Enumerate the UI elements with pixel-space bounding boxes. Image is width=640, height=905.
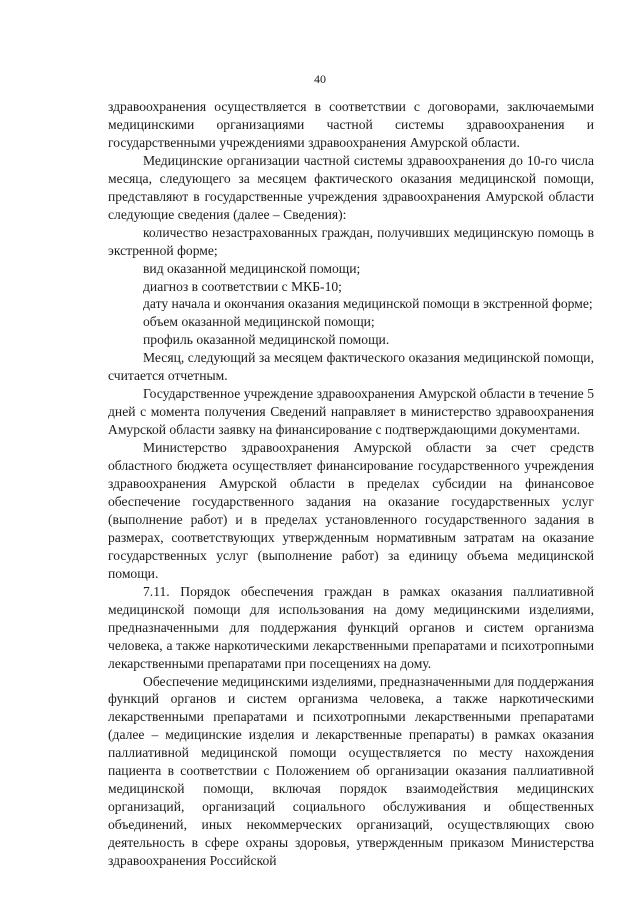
list-item-volume: объем оказанной медицинской помощи;: [143, 314, 375, 330]
list-item-diagnosis: диагноз в соответствии с МКБ-10;: [143, 278, 342, 294]
paragraph-financing: Министерство здравоохранения Амурской области за счет средств областного бюджета осуществляет финансирование государственного учреждения здравоохранения Амурской области в пределах субсидии на финансовое обеспечение государственного задания на оказание государственных услуг (выполнение работ) и в пределах установленного государственного задания в размерах, соответствующих утвержденным нормативным затратам на оказание государственных услуг (выполнение работ) за единицу объема медицинской помощи.: [108, 440, 594, 581]
paragraph-provision: Обеспечение медицинскими изделиями, предназначенными для поддержания функций органов и систем организма человека, а также наркотическими лекарственными препаратами и психотропными лекарственными препаратами (далее – медицинские изделия и лекарственные препараты) в рамках оказания паллиативной медицинской помощи осуществляется по месту нахождения пациента в соответствии с Положением об организации оказания паллиативной медицинской помощи, включая порядок взаимодействия медицинских организаций, организаций социального обслуживания и общественных объединений, иных некоммерческих организаций, осуществляющих свою деятельность в сфере охраны здоровья, утвержденным приказом Министерства здравоохранения Российской: [108, 673, 594, 869]
page-number: 40: [314, 72, 326, 86]
list-item-dates: дату начала и окончания оказания медицинской помощи в экстренной форме;: [143, 296, 593, 312]
section-heading-7-11: 7.11. Порядок обеспечения граждан в рамках оказания паллиативной медицинской помощи для использования на дому медицинскими изделиями, предназначенными для поддержания функций органов и систем организма человека, а также наркотическими лекарственными препаратами и психотропными лекарственными препаратами при посещениях на дому.: [108, 583, 594, 671]
paragraph-continuation: здравоохранения осуществляется в соответствии с договорами, заключаемыми медицинскими организациями частной системы здравоохранения и государственными учреждениями здравоохранения Амурской области.: [108, 99, 594, 150]
list-item-care-type: вид оказанной медицинской помощи;: [143, 260, 361, 276]
paragraph-private-organizations: Медицинские организации частной системы здравоохранения до 10-го числа месяца, следующего за месяцем фактического оказания медицинской помощи, представляют в государственные учреждения здравоохранения Амурской области следующие сведения (далее – Сведения):: [108, 152, 594, 222]
paragraph-reporting-month: Месяц, следующий за месяцем фактического оказания медицинской помощи, считается отчетным.: [108, 350, 594, 384]
list-item-profile: профиль оказанной медицинской помощи.: [143, 332, 390, 348]
document-body: [108, 98, 594, 870]
list-item-uninsured-count: количество незастрахованных граждан, получивших медицинскую помощь в экстренной форме;: [108, 224, 594, 258]
paragraph-application: Государственное учреждение здравоохранения Амурской области в течение 5 дней с момента получения Сведений направляет в министерство здравоохранения Амурской области заявку на финансирование с подтверждающими документами.: [108, 386, 594, 438]
